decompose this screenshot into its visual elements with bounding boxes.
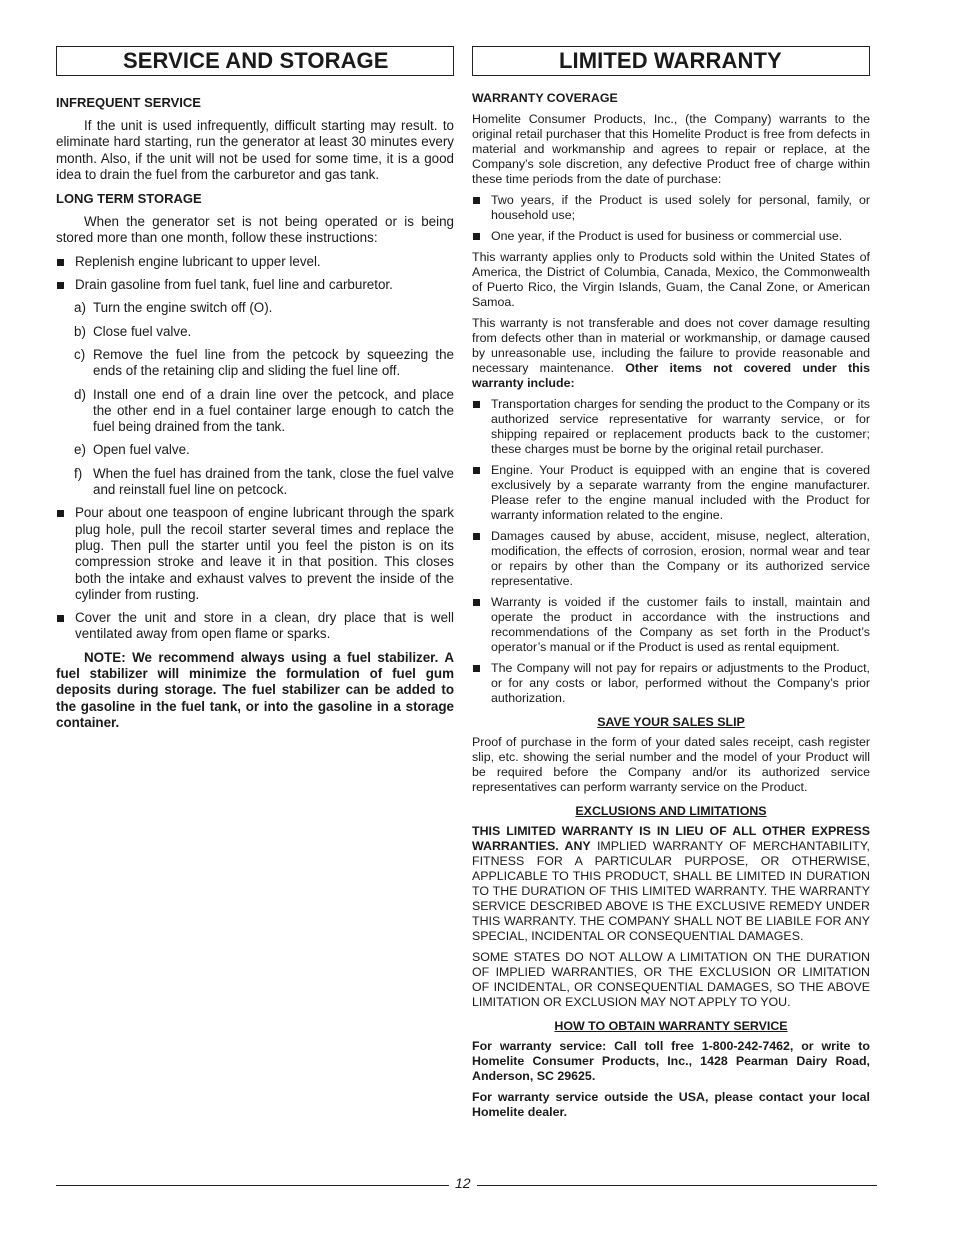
bullet-icon	[473, 197, 480, 204]
list-item-text: Replenish engine lubricant to upper level.	[75, 253, 321, 269]
infrequent-paragraph: If the unit is used infrequently, difficult starting may result. to eliminate hard starting, run the generator at least 30 minutes every month. Also, if the unit will not be used for some time, it is a good idea to drain the fuel from the carburetor and gas tank.	[56, 118, 454, 182]
step-item	[56, 387, 454, 436]
list-item	[472, 193, 870, 223]
limitations-paragraph	[472, 824, 870, 944]
limitations-heading: EXCLUSIONS AND LIMITATIONS	[575, 804, 767, 818]
list-item	[56, 610, 454, 643]
list-item-text: Pour about one teaspoon of engine lubricant through the spark plug hole, pull the recoil starter several times and replace the plug. Then pull the starter until you feel the piston is on its compression stroke and leave it in that position. This closes both the intake and exhaust valves to prevent the inside of the cylinder from rusting.	[75, 505, 454, 602]
transfer-paragraph	[472, 316, 870, 391]
step-letter: c)	[74, 346, 86, 362]
storage-intro: When the generator set is not being operated or is being stored more than one month, follow these instructions:	[56, 214, 454, 246]
sales-slip-paragraph: Proof of purchase in the form of your dated sales receipt, cash register slip, etc. showing the serial number and the model of your Product will be required before the Company and/or its authorized service representatives can perform warranty service on the Product.	[472, 735, 870, 794]
infrequent-heading: INFREQUENT SERVICE	[56, 95, 201, 110]
step-text: Install one end of a drain line over the petcock, and place the other end in a fuel container large enough to catch the fuel being drained from the tank.	[93, 386, 454, 435]
outside-usa-paragraph: For warranty service outside the USA, please contact your local Homelite dealer.	[472, 1090, 870, 1119]
step-text: Open fuel valve.	[93, 442, 190, 458]
bullet-icon	[57, 615, 64, 622]
list-item	[56, 254, 454, 270]
obtain-service-heading: HOW TO OBTAIN WARRANTY SERVICE	[554, 1019, 788, 1033]
list-item	[472, 229, 870, 244]
obtain-service-paragraph: For warranty service: Call toll free 1-800-242-7462, or write to Homelite Consumer Products, Inc., 1428 Pearman Dairy Road, Anderson, SC 29625.	[472, 1039, 870, 1083]
list-item	[472, 661, 870, 706]
page-number: 12	[455, 1175, 471, 1191]
step-item	[56, 300, 454, 316]
step-letter: f)	[74, 465, 83, 481]
step-item	[56, 324, 454, 340]
bullet-icon	[473, 533, 480, 540]
step-item	[56, 347, 454, 380]
stabilizer-note: NOTE: We recommend always using a fuel stabilizer. A fuel stabilizer will minimize the formulation of fuel gum deposits during storage. The fuel stabilizer can be added to the gasoline in the fuel tank, or into the gasoline in a storage container.	[56, 649, 454, 730]
list-item	[56, 505, 454, 603]
coverage-paragraph: Homelite Consumer Products, Inc., (the Company) warrants to the original retail purchaser that this Homelite Product is free from defects in material and workmanship and agrees to repair or replace, at the Company’s sole discretion, any defective Product free of charge within these time periods from the date of purchase:	[472, 112, 870, 186]
transfer-text: This warranty is not transferable and does not cover damage resulting from defects other than in material or workmanship, or damage caused by unreasonable use, including the failure to provide reasonable and necessary maintenance.	[472, 316, 870, 375]
list-item	[472, 595, 870, 655]
step-letter: b)	[74, 323, 86, 339]
list-item	[472, 529, 870, 589]
step-text: Remove the fuel line from the petcock by squeezing the ends of the retaining clip and sliding the fuel line off.	[93, 346, 454, 379]
bullet-icon	[57, 259, 64, 266]
bullet-icon	[473, 665, 480, 672]
bullet-icon	[473, 467, 480, 474]
list-item-text: The Company will not pay for repairs or adjustments to the Product, or for any costs or labor, performed without the Company’s prior authorization.	[491, 661, 870, 705]
list-item-text: Warranty is voided if the customer fails to install, maintain and operate the product in accordance with the instructions and recommendations of the Company as set forth in the Product’s operator’s manual or if the Product is used as rental equipment.	[491, 595, 870, 654]
section-title: SERVICE AND STORAGE	[56, 46, 454, 76]
bullet-icon	[57, 510, 64, 517]
step-text: Turn the engine switch off (O).	[93, 300, 273, 316]
sales-slip-heading: SAVE YOUR SALES SLIP	[597, 715, 745, 729]
footer-rule-right	[477, 1185, 877, 1186]
limitations-bold-text: THIS LIMITED WARRANTY IS IN LIEU OF ALL OTHER EXPRESS WARRANTIES. ANY	[472, 824, 870, 853]
transfer-bold-text: Other items not covered under this warranty include:	[472, 361, 870, 390]
step-letter: d)	[74, 386, 86, 402]
service-storage-column	[56, 46, 454, 731]
warranty-column	[472, 46, 870, 1120]
storage-heading: LONG TERM STORAGE	[56, 191, 202, 207]
step-item	[56, 442, 454, 458]
coverage-heading: WARRANTY COVERAGE	[472, 91, 618, 105]
bullet-icon	[473, 233, 480, 240]
limitations-text: IMPLIED WARRANTY OF MERCHANTABILITY, FITNESS FOR A PARTICULAR PURPOSE, OR OTHERWISE, APPLICABLE TO THIS PRODUCT, SHALL BE LIMITED IN DURATION TO THE DURATION OF THIS LIMITED WARRANTY. THE WARRANTY SERVICE DESCRIBED ABOVE IS THE EXCLUSIVE REMEDY UNDER THIS WARRANTY. THE COMPANY SHALL NOT BE LIABILE FOR ANY SPECIAL, INCIDENTAL OR CONSEQUENTIAL DAMAGES.	[472, 839, 870, 943]
states-paragraph: SOME STATES DO NOT ALLOW A LIMITATION ON THE DURATION OF IMPLIED WARRANTIES, OR THE EXCLUSION OR LIMITATION OF INCIDENTAL, OR CONSEQUENTIAL DAMAGES, SO THE ABOVE LIMITATION OR EXCLUSION MAY NOT APPLY TO YOU.	[472, 950, 870, 1009]
bullet-icon	[473, 599, 480, 606]
list-item	[472, 463, 870, 523]
list-item	[472, 397, 870, 457]
footer-rule-left	[56, 1185, 449, 1186]
step-text: Close fuel valve.	[93, 323, 192, 339]
bullet-icon	[57, 282, 64, 289]
list-item-text: Transportation charges for sending the product to the Company or its authorized service representative for warranty service, or for shipping repaired or replacement products back to the customer; these charges must be borne by the original retail purchaser.	[491, 397, 870, 456]
section-title: LIMITED WARRANTY	[472, 46, 870, 76]
list-item-text: Two years, if the Product is used solely for personal, family, or household use;	[491, 193, 870, 222]
list-item-text: Engine. Your Product is equipped with an engine that is covered exclusively by a separate warranty from the engine manufacturer. Please refer to the engine manual included with the Product for warranty information related to the engine.	[491, 463, 870, 522]
list-item-text: Drain gasoline from fuel tank, fuel line and carburetor.	[75, 277, 393, 293]
list-item-text: One year, if the Product is used for business or commercial use.	[491, 229, 843, 243]
bullet-icon	[473, 401, 480, 408]
step-letter: e)	[74, 442, 86, 458]
list-item-text: Cover the unit and store in a clean, dry place that is well ventilated away from open flame or sparks.	[75, 610, 454, 642]
list-item	[56, 277, 454, 293]
step-letter: a)	[74, 300, 86, 316]
step-text: When the fuel has drained from the tank, close the fuel valve and reinstall fuel line on petcock.	[93, 465, 454, 498]
step-item	[56, 466, 454, 499]
list-item-text: Damages caused by abuse, accident, misuse, neglect, alteration, modification, the effects of corrosion, erosion, normal wear and tear or repairs by other than the Company or its authorized service representative.	[491, 529, 870, 588]
territory-paragraph: This warranty applies only to Products sold within the United States of America, the District of Columbia, Canada, Mexico, the Commonwealth of Puerto Rico, the Virgin Islands, Guam, the Canal Zone, or American Samoa.	[472, 250, 870, 309]
